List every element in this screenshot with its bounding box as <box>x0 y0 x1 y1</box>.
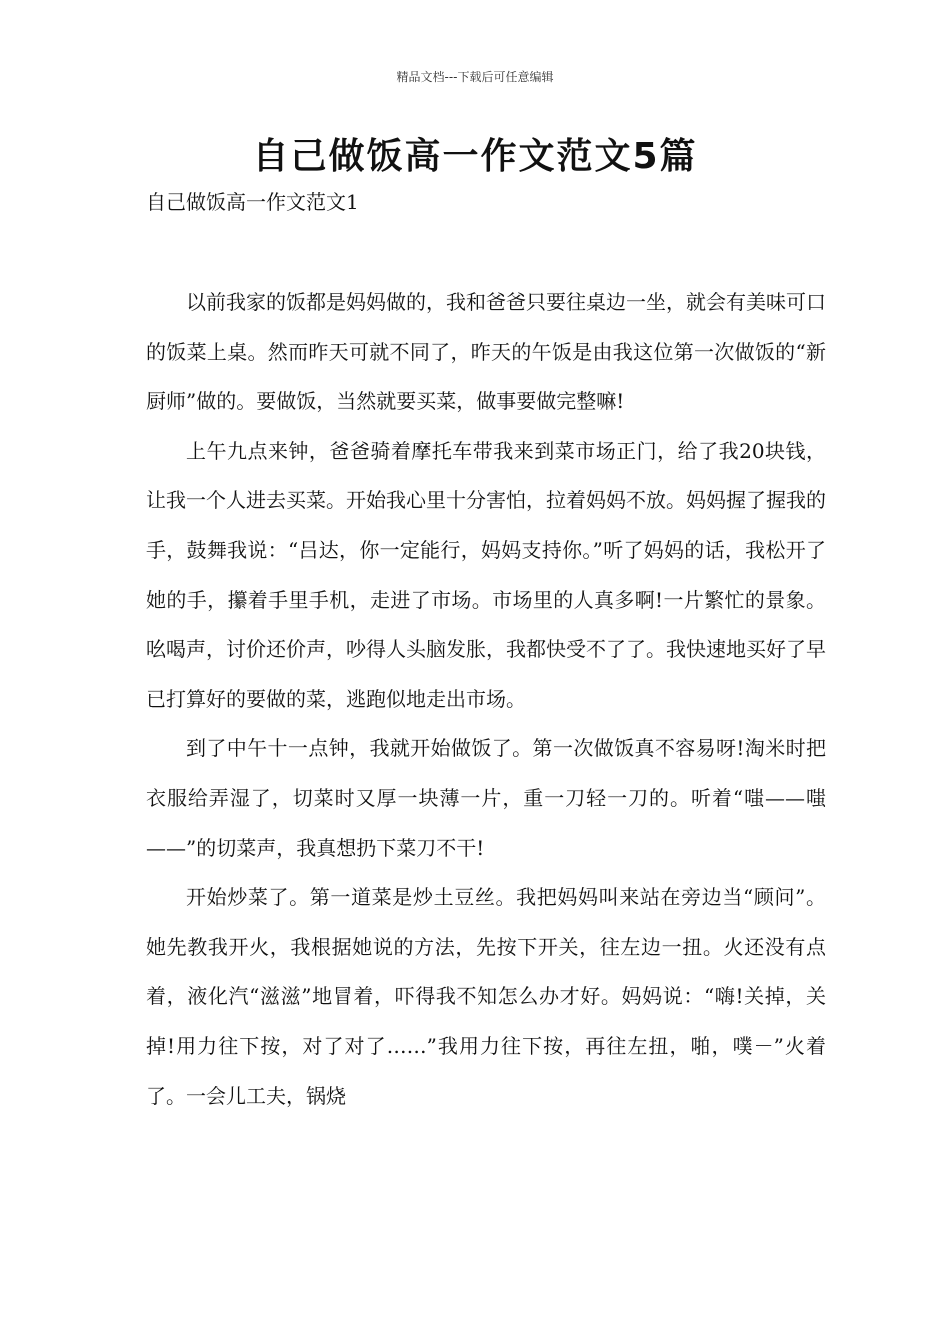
document-title: 自己做饭高一作文范文5篇 <box>252 136 698 177</box>
header-note: 精品文档---下载后可任意编辑 <box>396 70 554 84</box>
paragraph-1: 以前我家的饭都是妈妈做的，我和爸爸只要往桌边一坐，就会有美味可口的饭菜上桌。然而昨天可就不同了，昨天的午饭是由我这位第一次做饭的“新厨师”做的。要做饭，当然就要买菜，做事要做完整嘛! <box>146 290 826 414</box>
article-body <box>146 278 826 1121</box>
paragraph-3: 到了中午十一点钟，我就开始做饭了。第一次做饭真不容易呀!淘米时把衣服给弄湿了，切菜时又厚一块薄一片，重一刀轻一刀的。听着“嗤——嗤——”的切菜声，我真想扔下菜刀不干! <box>146 736 826 860</box>
paragraph-4: 开始炒菜了。第一道菜是炒土豆丝。我把妈妈叫来站在旁边当“顾问”。她先教我开火，我根据她说的方法，先按下开关，往左边一扭。火还没有点着，液化汽“滋滋”地冒着，吓得我不知怎么办才好。妈妈说：“嗨!关掉，关掉!用力往下按，对了对了……”我用力往下按，再往左扭，啪，噗－”火着了。一会儿工夫，锅烧 <box>146 885 826 1108</box>
section-title: 自己做饭高一作文范文1 <box>146 190 359 214</box>
paragraph-2: 上午九点来钟，爸爸骑着摩托车带我来到菜市场正门，给了我20块钱，让我一个人进去买菜。开始我心里十分害怕，拉着妈妈不放。妈妈握了握我的手，鼓舞我说：“吕达，你一定能行，妈妈支持你。”听了妈妈的话，我松开了她的手，攥着手里手机，走进了市场。市场里的人真多啊!一片繁忙的景象。吆喝声，讨价还价声，吵得人头脑发胀，我都快受不了了。我快速地买好了早已打算好的要做的菜，逃跑似地走出市场。 <box>146 438 826 711</box>
